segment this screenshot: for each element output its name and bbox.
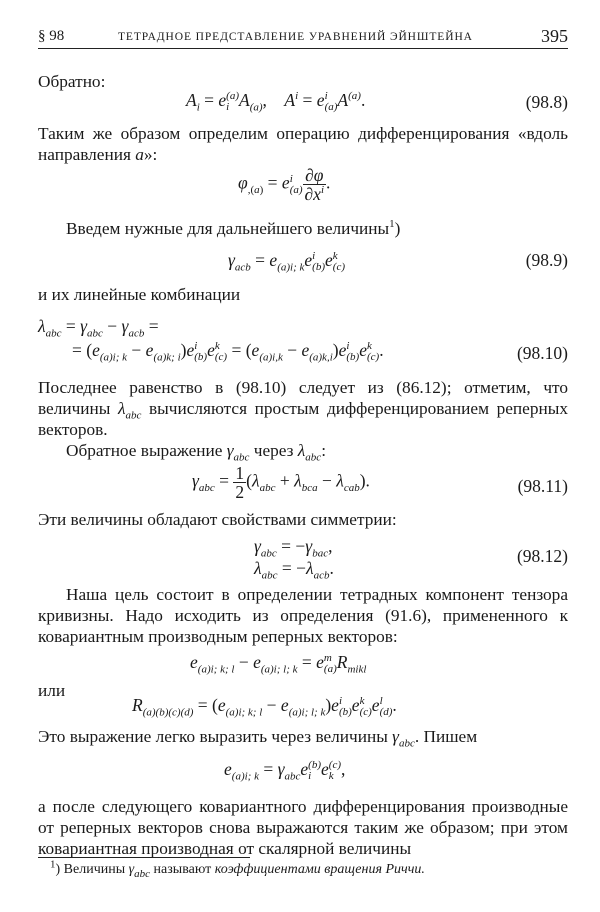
equation-number: (98.9) (525, 250, 568, 270)
equation-98-12 (38, 536, 568, 582)
running-header (38, 26, 568, 49)
footnote-mark: 1 (50, 858, 56, 871)
paragraph-3: Введем нужные для дальнейшего величины$^1$) (66, 218, 401, 238)
paragraph-7: Эти величины обладают свойствами симметрии: (38, 510, 397, 529)
book-page (38, 0, 568, 912)
equation-derivative (38, 757, 568, 787)
page-number: 395 (541, 26, 568, 46)
paragraph-5: Последнее равенство в (98.10) следует из (86.12); отметим, что величины $\lambda_{abc}$ вычисляются простым дифференцированием реперных векторов. (38, 378, 568, 439)
paragraph-2: Таким же образом определим операцию дифференцирования «вдоль направления a»: (38, 124, 568, 164)
paragraph-6: Обратное выражение $\gamma_{abc}$ через $\lambda_{abc}$: (66, 441, 326, 464)
equation-body: $\gamma_{abc}$ = $\frac{1}{2}$ $(\lambda_{abc} + \lambda_{bca} - \lambda_{cab})$. (192, 463, 370, 502)
paragraph-1: Обратно: (38, 72, 106, 91)
footnote-rule (38, 857, 250, 858)
equation-body: $R_{(a)(b)(c)(d)} = (e_{(a)i; k; l} - e_{(a)i; l; k})e$ i (b) e k (c) e l (d) . (132, 694, 397, 719)
section-number: § 98 (38, 28, 65, 44)
equation-number: (98.8) (525, 92, 568, 112)
equation-body: $\varphi_{,(a)} = e$ i (a) $\frac{\partial\varphi}{\partial x^i}$ . (238, 165, 331, 204)
equation-number: (98.10) (516, 343, 568, 363)
equation-phi (38, 166, 568, 206)
equation-riemann-tetrad (38, 693, 568, 723)
equation-98-10 (38, 316, 568, 372)
equation-number: (98.11) (517, 476, 568, 496)
running-title: ТЕТРАДНОЕ ПРЕДСТАВЛЕНИЕ УРАВНЕНИЙ ЭЙНШТЕЙНА (118, 31, 473, 43)
equation-body: $A_i = e$ (a) i $A_{(a)}$, $A^i = e$ i (a) $A^{(a)}$. (186, 89, 366, 114)
footnote: $^1$) Величины $\gamma_{abc}$ называют коэффициентами вращения Риччи. (50, 858, 425, 880)
equation-98-8 (38, 88, 568, 118)
equation-body-line-1: $\lambda_{abc} = \gamma_{abc} - \gamma_{acb}$ = (38, 316, 159, 340)
equation-body-line-2: $\lambda_{abc} = -\lambda_{acb}$. (254, 558, 334, 582)
equation-number: (98.12) (516, 546, 568, 566)
paragraph-10: Это выражение легко выразить через величины $\gamma_{abc}$. Пишем (38, 727, 478, 750)
equation-riemann (38, 650, 568, 680)
equation-98-9 (38, 246, 568, 276)
equation-98-11 (38, 464, 568, 506)
equation-body: $e_{(a)i; k; l} - e_{(a)i; l; k} = e$ m (a) $R_{mikl}$ (190, 651, 367, 676)
equation-body: $e_{(a)i; k} = \gamma_{abc}e$ (b) i e (c) k , (224, 758, 346, 783)
paragraph-11: а после следующего ковариантного дифференцирования производные от реперных векторов снова выражаются таким же образом; при этом ковариантная производная от скалярной величины (38, 797, 568, 858)
paragraph-9: или (38, 681, 66, 700)
equation-body: $\gamma_{acb} = e_{(a)i; k}e$ i (b) e k (c) (228, 249, 345, 274)
footnote-italic: коэффициентами вращения Риччи. (214, 862, 425, 877)
paragraph-4: и их линейные комбинации (38, 285, 241, 304)
equation-body-line-2: = $(e_{(a)i; k} - e_{(a)k; i})e$ i (b) e k (c) = $(e_{(a)i,k} - e_{(a)k,i})e$ i (b) e k (c) . (72, 339, 384, 364)
paragraph-8: Наша цель состоит в определении тетрадных компонент тензора кривизны. Надо исходить из определения (91.6), примененного к ковариантным производным реперных векторов: (38, 585, 568, 646)
equation-body-line-1: $\gamma_{abc} = -\gamma_{bac}$, (254, 536, 333, 560)
